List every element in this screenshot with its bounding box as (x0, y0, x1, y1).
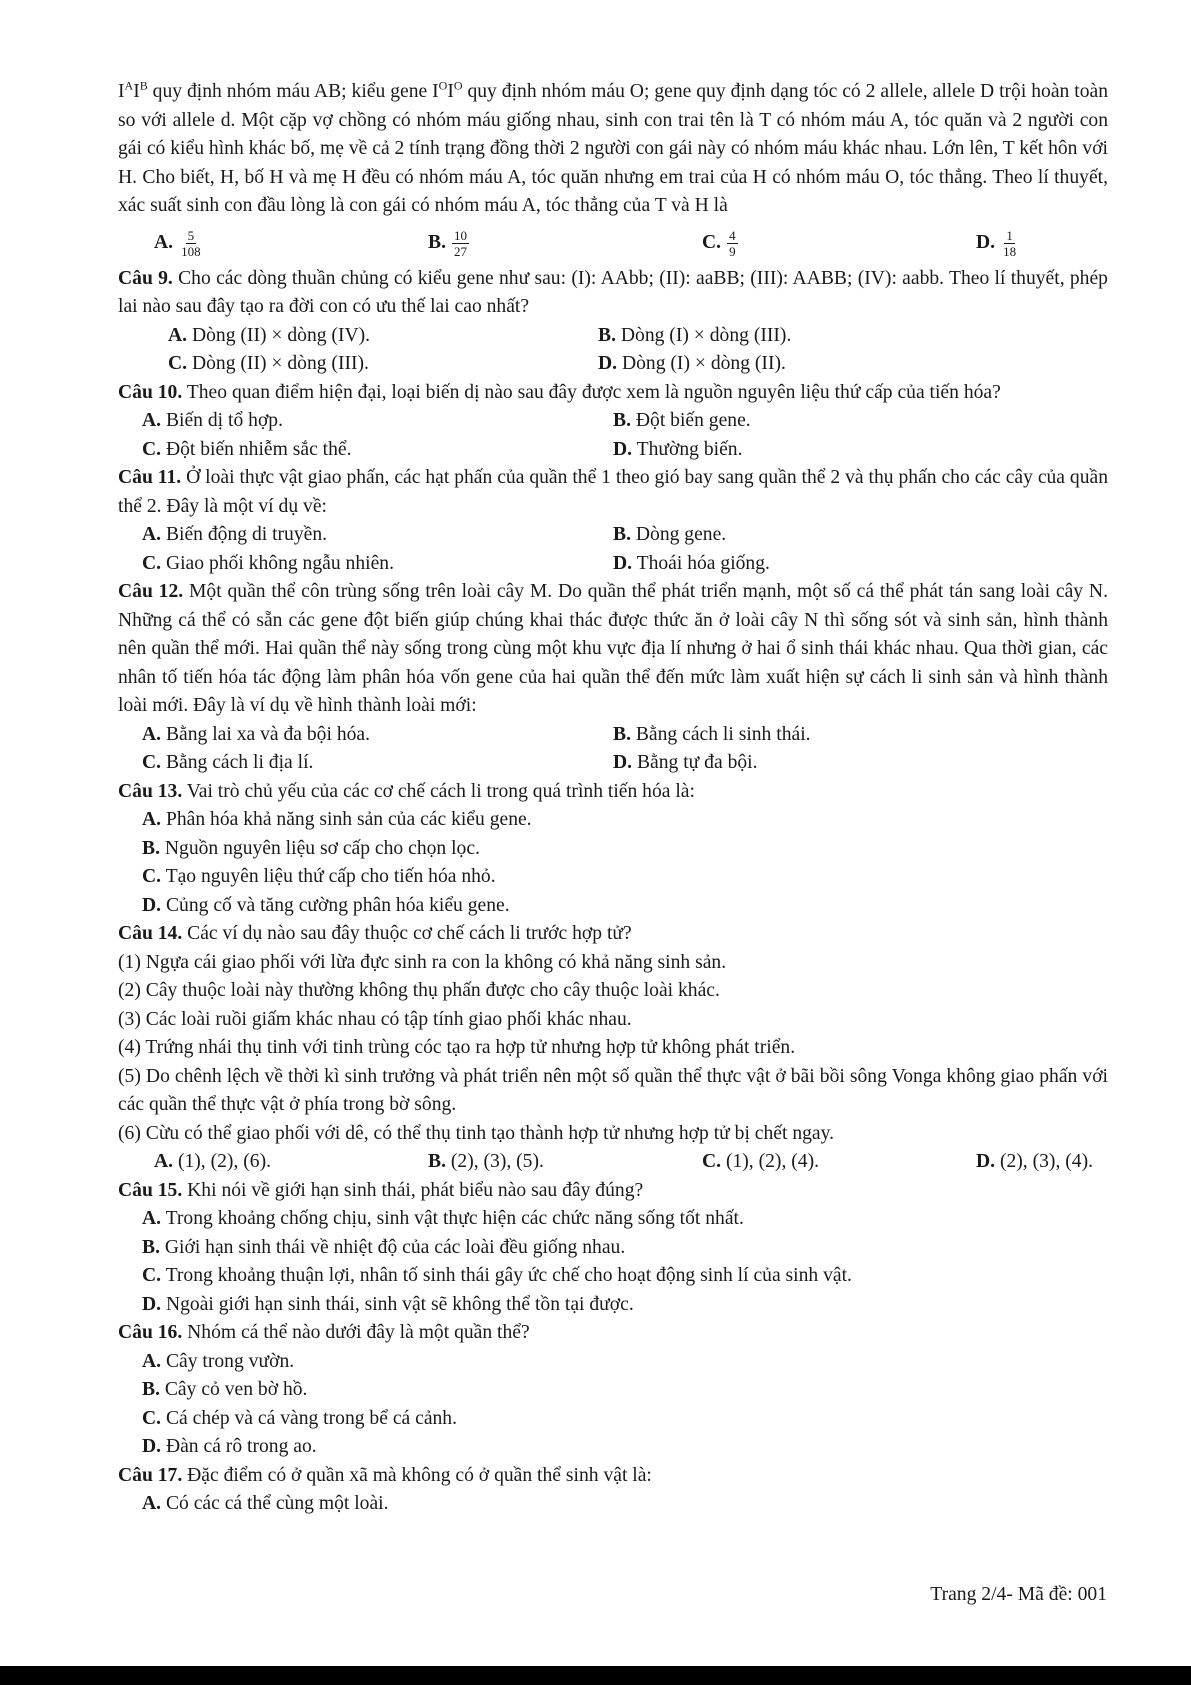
genotype-io-io: $I^OI^O$ (432, 78, 463, 102)
question-17-options (118, 1490, 1108, 1519)
option-a[interactable]: A. Biến dị tổ hợp. (142, 410, 283, 431)
option-d[interactable]: D. Bằng tự đa bội. (613, 752, 758, 773)
option-a[interactable]: A. Có các cá thể cùng một loài. (142, 1493, 389, 1514)
option-d[interactable]: D. Dòng (I) × dòng (II). (598, 353, 786, 374)
option-c[interactable]: C. Tạo nguyên liệu thứ cấp cho tiến hóa nhỏ. (142, 866, 496, 887)
option-d[interactable]: D. Ngoài giới hạn sinh thái, sinh vật sẽ không thể tồn tại được. (142, 1293, 634, 1315)
question-11-options (118, 521, 1108, 578)
option-c[interactable]: C. (1), (2), (4). (702, 1151, 819, 1172)
option-c[interactable]: C. Đột biến nhiễm sắc thể. (142, 438, 352, 460)
fraction: $\frac{5}{108}$ (181, 227, 201, 259)
option-b[interactable]: B. Bằng cách li sinh thái. (613, 723, 811, 745)
page-footer: Trang 2/4- Mã đề: 001 (930, 1584, 1107, 1605)
question-10-options (118, 407, 1108, 464)
option-c[interactable]: C. Cá chép và cá vàng trong bể cá cảnh. (142, 1407, 458, 1429)
question-13-options (118, 806, 1108, 920)
option-a[interactable]: A. (1), (2), (6). (154, 1151, 271, 1172)
option-d[interactable]: D. (2), (3), (4). (976, 1151, 1093, 1172)
option-d[interactable]: D. Thoái hóa giống. (613, 552, 770, 574)
option-d[interactable]: D. Củng cố và tăng cường phân hóa kiểu gene. (142, 894, 510, 916)
option-d[interactable]: D. Thường biến. (613, 438, 743, 460)
option-b[interactable]: B. Nguồn nguyên liệu sơ cấp cho chọn lọc. (142, 837, 480, 859)
question-10: Câu 10. Theo quan điểm hiện đại, loại biến dị nào sau đây được xem là nguồn nguyên liệu thứ cấp của tiến hóa? (118, 381, 1001, 403)
option-d[interactable]: D. Đàn cá rô trong ao. (142, 1436, 317, 1457)
question-15-options (118, 1205, 1108, 1319)
option-c[interactable]: C. Trong khoảng thuận lợi, nhân tố sinh thái gây ức chế cho hoạt động sinh lí của sinh vật. (142, 1265, 852, 1286)
scan-bottom-border (0, 1666, 1191, 1685)
question-14-options (118, 1148, 1108, 1177)
option-d[interactable]: D. $\frac{1}{18}$ (976, 227, 1017, 259)
question-16: Câu 16. Nhóm cá thể nào dưới đây là một quần thể? (118, 1322, 530, 1343)
question-12: Câu 12. Một quần thể côn trùng sống trên loài cây M. Do quần thể phát triển mạnh, một số cá thể phát tán sang loài cây N. Những cá thể có sẵn các gene đột biến giúp chúng khai thác được thức ăn ở loài cây N thì sống sót và sinh sản, hình thành nên quần thể mới. Hai quần thể này sống trong cùng một khu vực địa lí nhưng ở hai ổ sinh thái khác nhau. Qua thời gian, các nhân tố tiến hóa tác động làm phân hóa vốn gene của hai quần thể đến mức làm xuất hiện sự cách li sinh sản và hình thành loài mới. Đây là ví dụ về hình thành loài mới: (118, 581, 1108, 716)
list-item: (2) Cây thuộc loài này thường không thụ phấn được cho cây thuộc loài khác. (118, 980, 720, 1001)
question-17: Câu 17. Đặc điểm có ở quần xã mà không có ở quần thể sinh vật là: (118, 1464, 652, 1486)
option-a[interactable]: A. $\frac{5}{108}$ (154, 227, 201, 259)
option-b[interactable]: B. (2), (3), (5). (428, 1151, 544, 1172)
option-b[interactable]: B. Giới hạn sinh thái về nhiệt độ của các loài đều giống nhau. (142, 1236, 626, 1258)
question-14: Câu 14. Các ví dụ nào sau đây thuộc cơ chế cách li trước hợp tử? (118, 923, 632, 944)
list-item: (6) Cừu có thể giao phối với dê, có thể thụ tinh tạo thành hợp tử nhưng hợp tử bị chết ngay. (118, 1122, 835, 1144)
fraction: $\frac{4}{9}$ (729, 227, 736, 259)
fraction: $\frac{10}{27}$ (453, 227, 467, 259)
option-a[interactable]: A. Biến động di truyền. (142, 524, 328, 545)
question-9: Câu 9. Cho các dòng thuần chủng có kiểu gene như sau: (I): AAbb; (II): aaBB; (III): AABB; (IV): aabb. Theo lí thuyết, phép lai nào sau đây tạo ra đời con có ưu thế lai cao nhất? (118, 267, 1108, 317)
option-c[interactable]: C. Dòng (II) × dòng (III). (168, 353, 369, 374)
list-item: (5) Do chênh lệch về thời kì sinh trưởng và phát triển nên một số quần thể thực vật ở bãi bồi sông Vonga không giao phấn với các quần thể thực vật ở phía trong bờ sông. (118, 1065, 1108, 1115)
genotype-ia-ib: $I^AI^B$ (118, 78, 148, 102)
list-item: (3) Các loài ruồi giấm khác nhau có tập tính giao phối khác nhau. (118, 1008, 632, 1030)
option-a[interactable]: A. Trong khoảng chống chịu, sinh vật thực hiện các chức năng sống tốt nhất. (142, 1208, 744, 1229)
question-11: Câu 11. Ở loài thực vật giao phấn, các hạt phấn của quần thể 1 theo gió bay sang quần thể 2 và thụ phấn cho các cây của quần thể 2. Đây là một ví dụ về: (118, 467, 1109, 517)
option-b[interactable]: B. Cây cỏ ven bờ hồ. (142, 1379, 308, 1400)
question-9-options (118, 322, 1108, 379)
question-16-options (118, 1348, 1108, 1462)
option-c[interactable]: C. Bằng cách li địa lí. (142, 752, 314, 773)
option-a[interactable]: A. Cây trong vườn. (142, 1350, 295, 1372)
list-item: (4) Trứng nhái thụ tinh với tinh trùng cóc tạo ra hợp tử nhưng hợp tử không phát triển. (118, 1037, 796, 1058)
option-b[interactable]: B. Đột biến gene. (613, 410, 751, 431)
question-13: Câu 13. Vai trò chủ yếu của các cơ chế cách li trong quá trình tiến hóa là: (118, 780, 695, 802)
fraction: $\frac{1}{18}$ (1003, 227, 1017, 259)
question-12-options (118, 721, 1108, 778)
option-a[interactable]: A. Phân hóa khả năng sinh sản của các kiểu gene. (142, 809, 532, 830)
question-8-continued: $I^AI^B$ quy định nhóm máu AB; kiểu gene $I^OI^O$ quy định nhóm máu O; gene quy định dạng tóc có 2 allele, allele D trội hoàn toàn so với allele d. Một cặp vợ chồng có nhóm máu giống nhau, sinh con trai tên là T có nhóm máu A, tóc quăn và 2 người con gái có kiểu hình khác bố, mẹ về cả 2 tính trạng đồng thời 2 người con gái này có nhóm máu khác nhau. Lớn lên, T kết hôn với H. Cho biết, H, bố H và mẹ H đều có nhóm máu A, tóc quăn nhưng em trai của H có nhóm máu O, tóc thẳng. Theo lí thuyết, xác suất sinh con đầu lòng là con gái có nhóm máu A, tóc thẳng của T và H là (118, 78, 1108, 216)
option-b[interactable]: B. $\frac{10}{27}$ (428, 227, 467, 259)
option-b[interactable]: B. Dòng gene. (613, 524, 727, 545)
list-item: (1) Ngựa cái giao phối với lừa đực sinh ra con la không có khả năng sinh sản. (118, 951, 727, 973)
question-8-options (118, 221, 1108, 265)
exam-page (118, 78, 1108, 1519)
option-a[interactable]: A. Dòng (II) × dòng (IV). (168, 324, 371, 346)
option-a[interactable]: A. Bằng lai xa và đa bội hóa. (142, 723, 371, 745)
option-b[interactable]: B. Dòng (I) × dòng (III). (598, 324, 792, 346)
option-c[interactable]: C. $\frac{4}{9}$ (702, 227, 736, 259)
option-c[interactable]: C. Giao phối không ngẫu nhiên. (142, 552, 394, 574)
question-15: Câu 15. Khi nói về giới hạn sinh thái, phát biểu nào sau đây đúng? (118, 1179, 644, 1201)
